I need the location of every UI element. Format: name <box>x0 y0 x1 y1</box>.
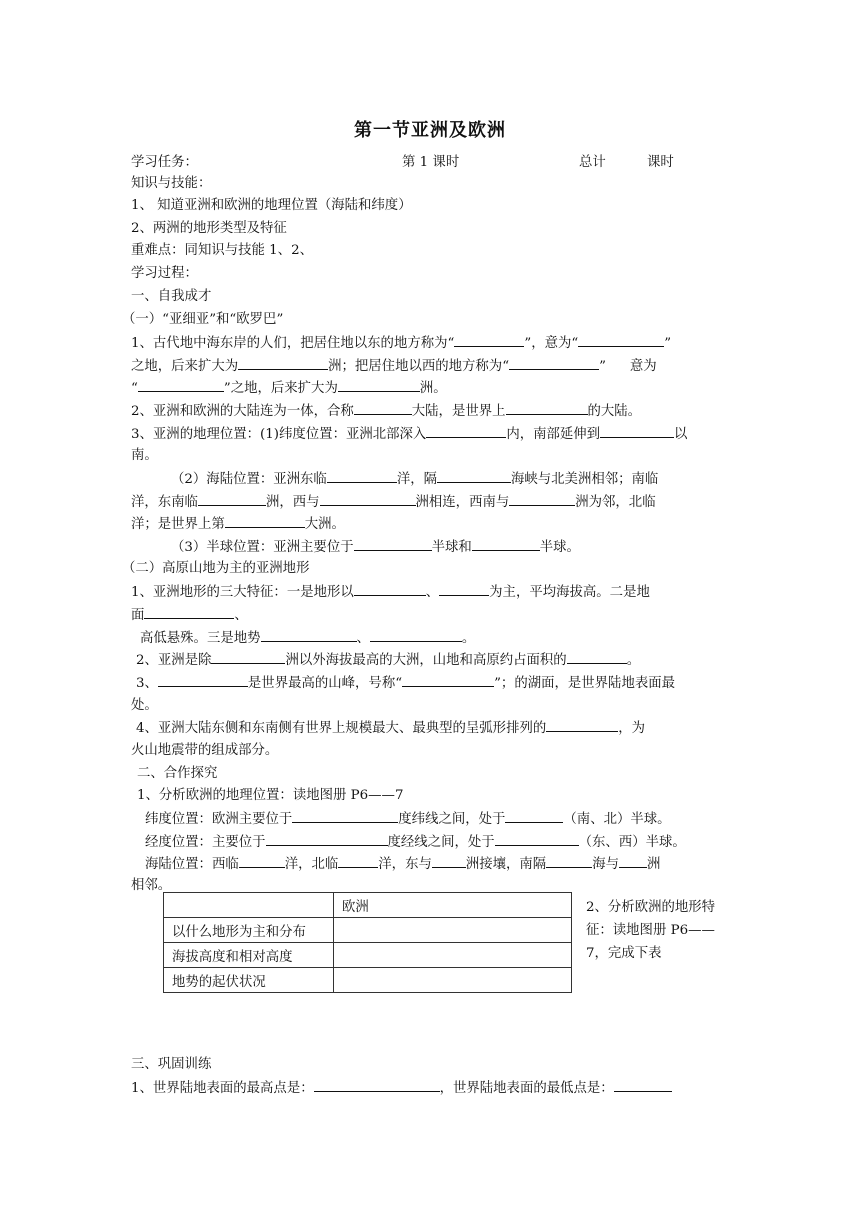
answer-blank[interactable] <box>320 492 416 506</box>
answer-blank[interactable] <box>600 424 674 438</box>
subsection-1-heading: （一）“亚细亚”和“欧罗巴” <box>122 312 284 327</box>
table-row <box>164 918 572 943</box>
question-text: 经度位置：主要位于 <box>145 835 266 850</box>
answer-blank[interactable] <box>314 1078 440 1092</box>
section-3-heading: 三、巩固训练 <box>131 1057 212 1072</box>
question-text: 为主，平均海拔高。二是地 <box>489 585 650 600</box>
answer-blank[interactable] <box>439 582 489 596</box>
question-text: 洋；是世界上第 <box>131 517 225 532</box>
question-text: 1、古代地中海东岸的人们，把居住地以东的地方称为“ <box>131 336 455 351</box>
question-text: 洲，西与 <box>265 495 320 510</box>
answer-blank[interactable] <box>225 514 305 528</box>
europe-terrain-table <box>163 892 572 993</box>
answer-blank[interactable] <box>509 356 599 370</box>
question-text: （东、西）半球。 <box>578 835 686 850</box>
question-text: 洲。 <box>419 381 447 396</box>
question-text: 1、亚洲地形的三大特征：一是地形以 <box>131 585 354 600</box>
question-text: 2、亚洲和欧洲的大陆连为一体，合称 <box>131 404 354 419</box>
question-line <box>131 650 730 671</box>
question-text: 洲为邻，北临 <box>575 495 656 510</box>
question-line <box>131 582 730 603</box>
answer-blank[interactable] <box>437 469 511 483</box>
answer-blank[interactable] <box>454 333 524 347</box>
table-row-label: 以什么地形为主和分布 <box>164 918 334 943</box>
question-text: 以 <box>674 427 688 442</box>
table-row-label: 地势的起伏状况 <box>164 968 334 993</box>
question-text: 是世界最高的山峰，号称“ <box>247 676 403 691</box>
question-text: 意为 <box>629 359 657 374</box>
answer-blank[interactable] <box>292 809 398 823</box>
question-line <box>131 333 730 354</box>
question-line <box>131 492 730 513</box>
process-heading: 学习过程： <box>131 266 198 281</box>
answer-blank[interactable] <box>472 537 540 551</box>
question-text: 3、 <box>136 676 158 691</box>
question-text: 洲接壤，南隔 <box>465 857 547 872</box>
knowledge-heading: 知识与技能： <box>131 176 212 191</box>
question-line <box>131 628 730 649</box>
question-text: 的大陆。 <box>587 404 642 419</box>
answer-blank[interactable] <box>238 356 328 370</box>
unit-label: 课时 <box>647 155 674 170</box>
answer-blank[interactable] <box>354 537 432 551</box>
table-row <box>164 893 572 918</box>
section-1-heading: 一、自我成才 <box>131 289 212 304</box>
page-title: 第一节亚洲及欧洲 <box>354 120 506 141</box>
question-text: ，为 <box>618 721 646 736</box>
answer-blank[interactable] <box>266 832 388 846</box>
answer-blank[interactable] <box>211 650 285 664</box>
answer-blank[interactable] <box>354 582 426 596</box>
question-text: 洋，隔 <box>396 472 437 487</box>
question-text: 洲；把居住地以西的地方称为“ <box>328 359 510 374</box>
question-line <box>131 809 730 830</box>
answer-blank[interactable] <box>261 628 357 642</box>
question-text: 。 <box>461 631 476 646</box>
table-row-label: 海拔高度和相对高度 <box>164 943 334 968</box>
question-text: 的湖面，是世界陆地表面最 <box>514 676 676 691</box>
question-text: 、 <box>356 631 370 646</box>
answer-blank[interactable] <box>619 854 647 868</box>
subsection-2-heading: （二）高原山地为主的亚洲地形 <box>122 561 310 576</box>
question-text: ” <box>664 336 672 351</box>
question-line <box>131 469 730 490</box>
answer-blank[interactable] <box>402 673 494 687</box>
table-cell <box>164 893 334 918</box>
question-line <box>131 1078 730 1099</box>
question-text: 内，南部延伸到 <box>506 427 601 442</box>
side-note: 2、分析欧洲的地形特征：读地图册 P6——7，完成下表 <box>586 900 716 961</box>
question-line <box>131 514 730 535</box>
question-text: ，世界陆地表面的最低点是： <box>439 1081 614 1096</box>
answer-blank[interactable] <box>158 673 248 687</box>
question-text: “ <box>131 381 138 396</box>
question-text: 大洲。 <box>304 517 345 532</box>
question-line: 相邻。 <box>131 878 172 893</box>
table-header-europe: 欧洲 <box>334 893 572 918</box>
question-line <box>131 673 730 694</box>
answer-blank[interactable] <box>578 333 664 347</box>
total-label: 总计 <box>579 155 606 170</box>
question-text: 洋，东南临 <box>131 495 198 510</box>
key-points: 重难点：同知识与技能 1、2、 <box>131 243 313 258</box>
question-line <box>131 356 730 377</box>
question-text: 洲以外海拔最高的大洲，山地和高原约占面积的 <box>285 653 567 668</box>
answer-cell[interactable] <box>334 918 572 943</box>
table-row <box>164 943 572 968</box>
table-row <box>164 968 572 993</box>
answer-blank[interactable] <box>354 401 412 415</box>
task-label: 学习任务： <box>131 155 198 170</box>
question-line <box>131 605 730 626</box>
question-text: 半球。 <box>539 540 580 555</box>
question-text: 度纬线之间，处于 <box>398 812 506 827</box>
question-text: 2、亚洲是除 <box>136 653 212 668</box>
answer-blank[interactable] <box>495 832 579 846</box>
objective-1: 1、 知道亚洲和欧洲的地理位置（海陆和纬度） <box>131 198 412 213</box>
answer-blank[interactable] <box>338 854 378 868</box>
question-text: 面 <box>131 608 145 623</box>
question-text: 纬度位置：欧洲主要位于 <box>145 812 293 827</box>
answer-blank[interactable] <box>138 378 224 392</box>
question-text: 海峡与北美洲相邻；南临 <box>511 472 659 487</box>
question-line <box>131 378 730 399</box>
answer-blank[interactable] <box>614 1078 672 1092</box>
answer-blank[interactable] <box>370 628 462 642</box>
question-text: ”之地，后来扩大为 <box>223 381 338 396</box>
question-text: （2）海陆位置：亚洲东临 <box>171 472 327 487</box>
question-line: 南。 <box>131 448 158 463</box>
question-text: 、 <box>234 608 248 623</box>
question-line <box>131 537 730 558</box>
question-line: 1、分析欧洲的地理位置：读地图册 P6——7 <box>137 788 404 803</box>
question-text: ”； <box>494 676 515 691</box>
answer-blank[interactable] <box>239 854 285 868</box>
answer-blank[interactable] <box>546 854 592 868</box>
answer-blank[interactable] <box>509 492 575 506</box>
answer-blank[interactable] <box>506 401 588 415</box>
answer-blank[interactable] <box>567 650 627 664</box>
question-text: 3、亚洲的地理位置：(1)纬度位置：亚洲北部深入 <box>131 427 427 442</box>
question-line <box>131 424 730 445</box>
answer-blank[interactable] <box>338 378 420 392</box>
question-text: 高低悬殊。三是地势 <box>140 631 261 646</box>
question-text: （南、北）半球。 <box>563 812 671 827</box>
question-line <box>131 832 730 853</box>
question-text: ”，意为“ <box>524 336 579 351</box>
objective-2: 2、两洲的地形类型及特征 <box>131 221 287 236</box>
question-text: 、 <box>425 585 440 600</box>
question-text: 4、亚洲大陆东侧和东南侧有世界上规模最大、最典型的呈弧形排列的 <box>136 721 547 736</box>
question-text: 度经线之间，处于 <box>387 835 495 850</box>
question-text: 海陆位置：西临 <box>145 857 239 872</box>
lesson-label: 第 1 课时 <box>402 155 460 170</box>
question-text: 之地，后来扩大为 <box>131 359 239 374</box>
question-line: 火山地震带的组成部分。 <box>131 743 279 758</box>
question-text: 海与 <box>592 857 619 872</box>
answer-blank[interactable] <box>426 424 506 438</box>
answer-cell[interactable] <box>334 943 572 968</box>
question-text: 洲相连，西南与 <box>415 495 510 510</box>
answer-blank[interactable] <box>198 492 266 506</box>
question-line: 处。 <box>131 698 158 713</box>
question-line <box>131 854 730 875</box>
section-2-heading: 二、合作探究 <box>137 766 218 781</box>
question-line <box>131 401 730 422</box>
answer-blank[interactable] <box>432 854 466 868</box>
answer-blank[interactable] <box>546 718 618 732</box>
question-text: 1、世界陆地表面的最高点是： <box>131 1081 314 1096</box>
answer-blank[interactable] <box>505 809 563 823</box>
question-text: 洋，东与 <box>378 857 432 872</box>
question-text: 半球和 <box>431 540 472 555</box>
question-text: 。 <box>626 653 641 668</box>
question-text: 大陆，是世界上 <box>411 404 506 419</box>
question-line <box>131 718 730 739</box>
question-text: 洲 <box>646 857 661 872</box>
question-text: 洋，北临 <box>284 857 339 872</box>
answer-blank[interactable] <box>144 605 234 619</box>
answer-cell[interactable] <box>334 968 572 993</box>
answer-blank[interactable] <box>327 469 397 483</box>
question-text: ” <box>599 359 606 374</box>
question-text: （3）半球位置：亚洲主要位于 <box>171 540 354 555</box>
